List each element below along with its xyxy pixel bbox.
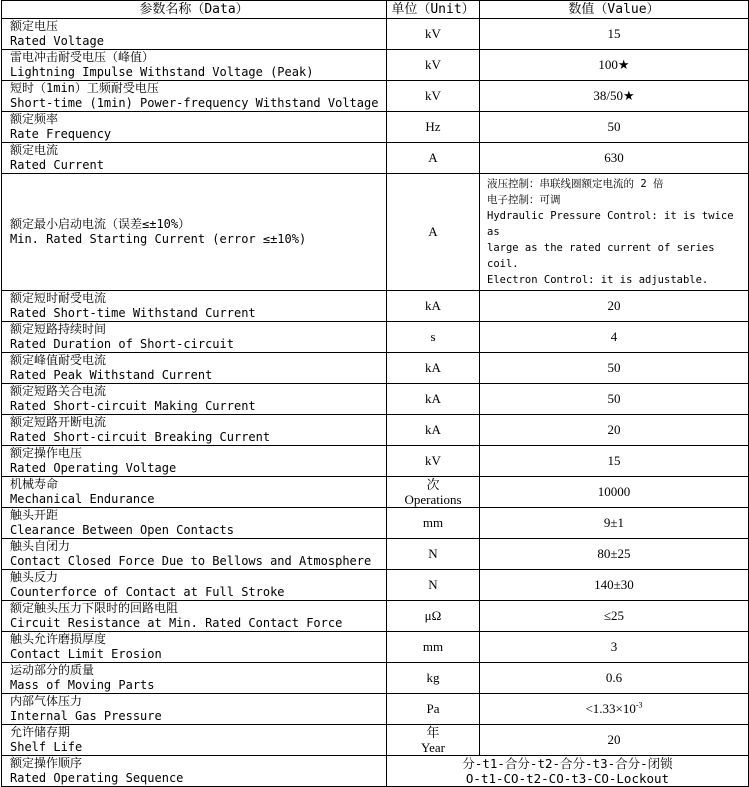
note-line: large as the rated current of series coil. [487,242,715,270]
sequence-en: O-t1-CO-t2-CO-t3-CO-Lockout [465,771,670,786]
param-name-cn: 额定操作顺序 [10,756,83,770]
param-name-en: Rate Frequency [10,127,112,141]
param-name-en: Min. Rated Starting Current (error ≤±10%) [10,232,307,246]
table-row [2,143,749,174]
param-name-cn: 额定短路关合电流 [10,384,107,398]
param-name-cn: 额定短时耐受电流 [10,291,107,305]
param-name-en: Rated Operating Sequence [10,771,184,785]
param-value: ≤25 [480,601,749,632]
unit-cn: 年 [426,725,440,740]
table-row [2,477,749,508]
param-unit: N [387,539,480,570]
param-unit: kV [387,50,480,81]
table-row [2,601,749,632]
param-value: 50 [480,384,749,415]
param-name-en: Rated Peak Withstand Current [10,368,213,382]
param-name [2,81,387,112]
table-row [2,663,749,694]
note-line: 电子控制：可调 [487,194,561,206]
param-name [2,50,387,81]
header-value: 数值（Value） [480,1,749,19]
param-name [2,477,387,508]
param-unit: kg [387,663,480,694]
param-name-en: Rated Operating Voltage [10,461,177,475]
param-value: 80±25 [480,539,749,570]
param-name-cn: 内部气体压力 [10,694,83,708]
value-base: <1.33×10 [585,701,636,716]
param-name-cn: 额定电压 [10,19,59,33]
param-name-cn: 短时（1min）工频耐受电压 [10,81,159,95]
unit-en: Year [421,740,445,755]
param-name-en: Rated Current [10,158,104,172]
param-name-en: Mass of Moving Parts [10,678,155,692]
param-name-cn: 额定频率 [10,112,59,126]
param-value: 630 [480,143,749,174]
param-name-cn: 额定电流 [10,143,59,157]
unit-cn: 次 [426,477,440,492]
param-value: 20 [480,291,749,322]
param-unit: μΩ [387,601,480,632]
param-name [2,143,387,174]
param-name-cn: 额定短路开断电流 [10,415,107,429]
param-name [2,694,387,725]
value-exponent: -3 [635,700,643,710]
param-value: 50 [480,112,749,143]
param-value: 38/50★ [480,81,749,112]
param-name [2,632,387,663]
table-row [2,81,749,112]
param-unit: A [387,174,480,291]
param-unit: Hz [387,112,480,143]
table-row [2,446,749,477]
table-row [2,112,749,143]
param-name-en: Rated Short-circuit Breaking Current [10,430,271,444]
param-name [2,446,387,477]
param-name-en: Circuit Resistance at Min. Rated Contact Force [10,616,343,630]
table-row [2,508,749,539]
note-line: Electron Control: it is adjustable. [487,274,709,286]
table-row [2,291,749,322]
param-name-cn: 运动部分的质量 [10,663,95,677]
param-unit: N [387,570,480,601]
param-value: 100★ [480,50,749,81]
param-unit: A [387,143,480,174]
param-name-en: Clearance Between Open Contacts [10,523,234,537]
param-name-cn: 机械寿命 [10,477,59,491]
param-value: 4 [480,322,749,353]
param-name [2,353,387,384]
param-value: 20 [480,415,749,446]
param-name [2,725,387,756]
param-name [2,508,387,539]
param-value: 15 [480,19,749,50]
table-row [2,632,749,663]
table-row [2,539,749,570]
param-name-cn: 雷电冲击耐受电压（峰值） [10,50,155,64]
param-name-cn: 触头反力 [10,570,59,584]
unit-en: Operations [404,492,462,507]
table-row [2,50,749,81]
param-name-cn: 额定峰值耐受电流 [10,353,107,367]
table-row [2,694,749,725]
param-unit: s [387,322,480,353]
param-unit: kA [387,415,480,446]
table-row [2,756,749,787]
param-unit: kV [387,19,480,50]
param-unit [387,725,480,756]
table-row [2,570,749,601]
param-unit: kA [387,291,480,322]
header-name: 参数名称（Data） [2,1,387,19]
param-value [480,694,749,725]
param-name-en: Mechanical Endurance [10,492,155,506]
param-value: 50 [480,353,749,384]
param-name-cn: 额定触头压力下限时的回路电阻 [10,601,179,615]
table-row [2,384,749,415]
param-name-cn: 额定操作电压 [10,446,83,460]
param-name [2,539,387,570]
table-row [2,353,749,384]
note-line: Hydraulic Pressure Control: it is twice as [487,210,734,238]
param-unit: kV [387,81,480,112]
table-row [2,19,749,50]
table-row [2,174,749,291]
param-value: 3 [480,632,749,663]
param-name-en: Contact Closed Force Due to Bellows and Atmosphere [10,554,372,568]
param-name-en: Rated Short-circuit Making Current [10,399,256,413]
param-name [2,322,387,353]
param-name [2,663,387,694]
param-name [2,415,387,446]
operating-sequence [387,756,749,787]
param-unit: mm [387,632,480,663]
param-name-cn: 额定短路持续时间 [10,322,107,336]
param-name-cn: 触头自闭力 [10,539,71,553]
param-value: 15 [480,446,749,477]
param-name-en: Contact Limit Erosion [10,647,162,661]
param-unit: mm [387,508,480,539]
param-unit: kV [387,446,480,477]
param-name-cn: 触头开距 [10,508,59,522]
param-name-en: Internal Gas Pressure [10,709,162,723]
param-name [2,601,387,632]
param-name-cn: 触头允许磨损厚度 [10,632,107,646]
param-name-en: Rated Duration of Short-circuit [10,337,234,351]
param-unit: kA [387,353,480,384]
param-value-note [480,174,749,291]
table-row [2,415,749,446]
param-name-cn: 允许储存期 [10,725,71,739]
param-value: 10000 [480,477,749,508]
param-name-en: Rated Short-time Withstand Current [10,306,256,320]
param-value: 9±1 [480,508,749,539]
param-value: 0.6 [480,663,749,694]
param-value: 20 [480,725,749,756]
param-name-en: Shelf Life [10,740,83,754]
table-header-row [2,1,749,19]
param-name [2,756,387,787]
table-row [2,725,749,756]
param-name [2,174,387,291]
param-unit [387,477,480,508]
param-name [2,570,387,601]
param-unit: kA [387,384,480,415]
table-row [2,322,749,353]
sequence-cn: 分-t1-合分-t2-合分-t3-合分-闭锁 [462,756,673,771]
param-name [2,384,387,415]
note-line: 液压控制：串联线圈额定电流的 2 倍 [487,178,664,190]
param-name-cn: 额定最小启动电流（误差≤±10%） [10,217,191,231]
parameter-table [1,0,749,787]
param-name [2,291,387,322]
param-name-en: Lightning Impulse Withstand Voltage (Peak) [10,65,314,79]
param-value: 140±30 [480,570,749,601]
param-name [2,112,387,143]
param-name-en: Rated Voltage [10,34,104,48]
param-name-en: Counterforce of Contact at Full Stroke [10,585,285,599]
param-unit: Pa [387,694,480,725]
param-name [2,19,387,50]
header-unit: 单位（Unit） [387,1,480,19]
param-name-en: Short-time (1min) Power-frequency Withstand Voltage [10,96,379,110]
